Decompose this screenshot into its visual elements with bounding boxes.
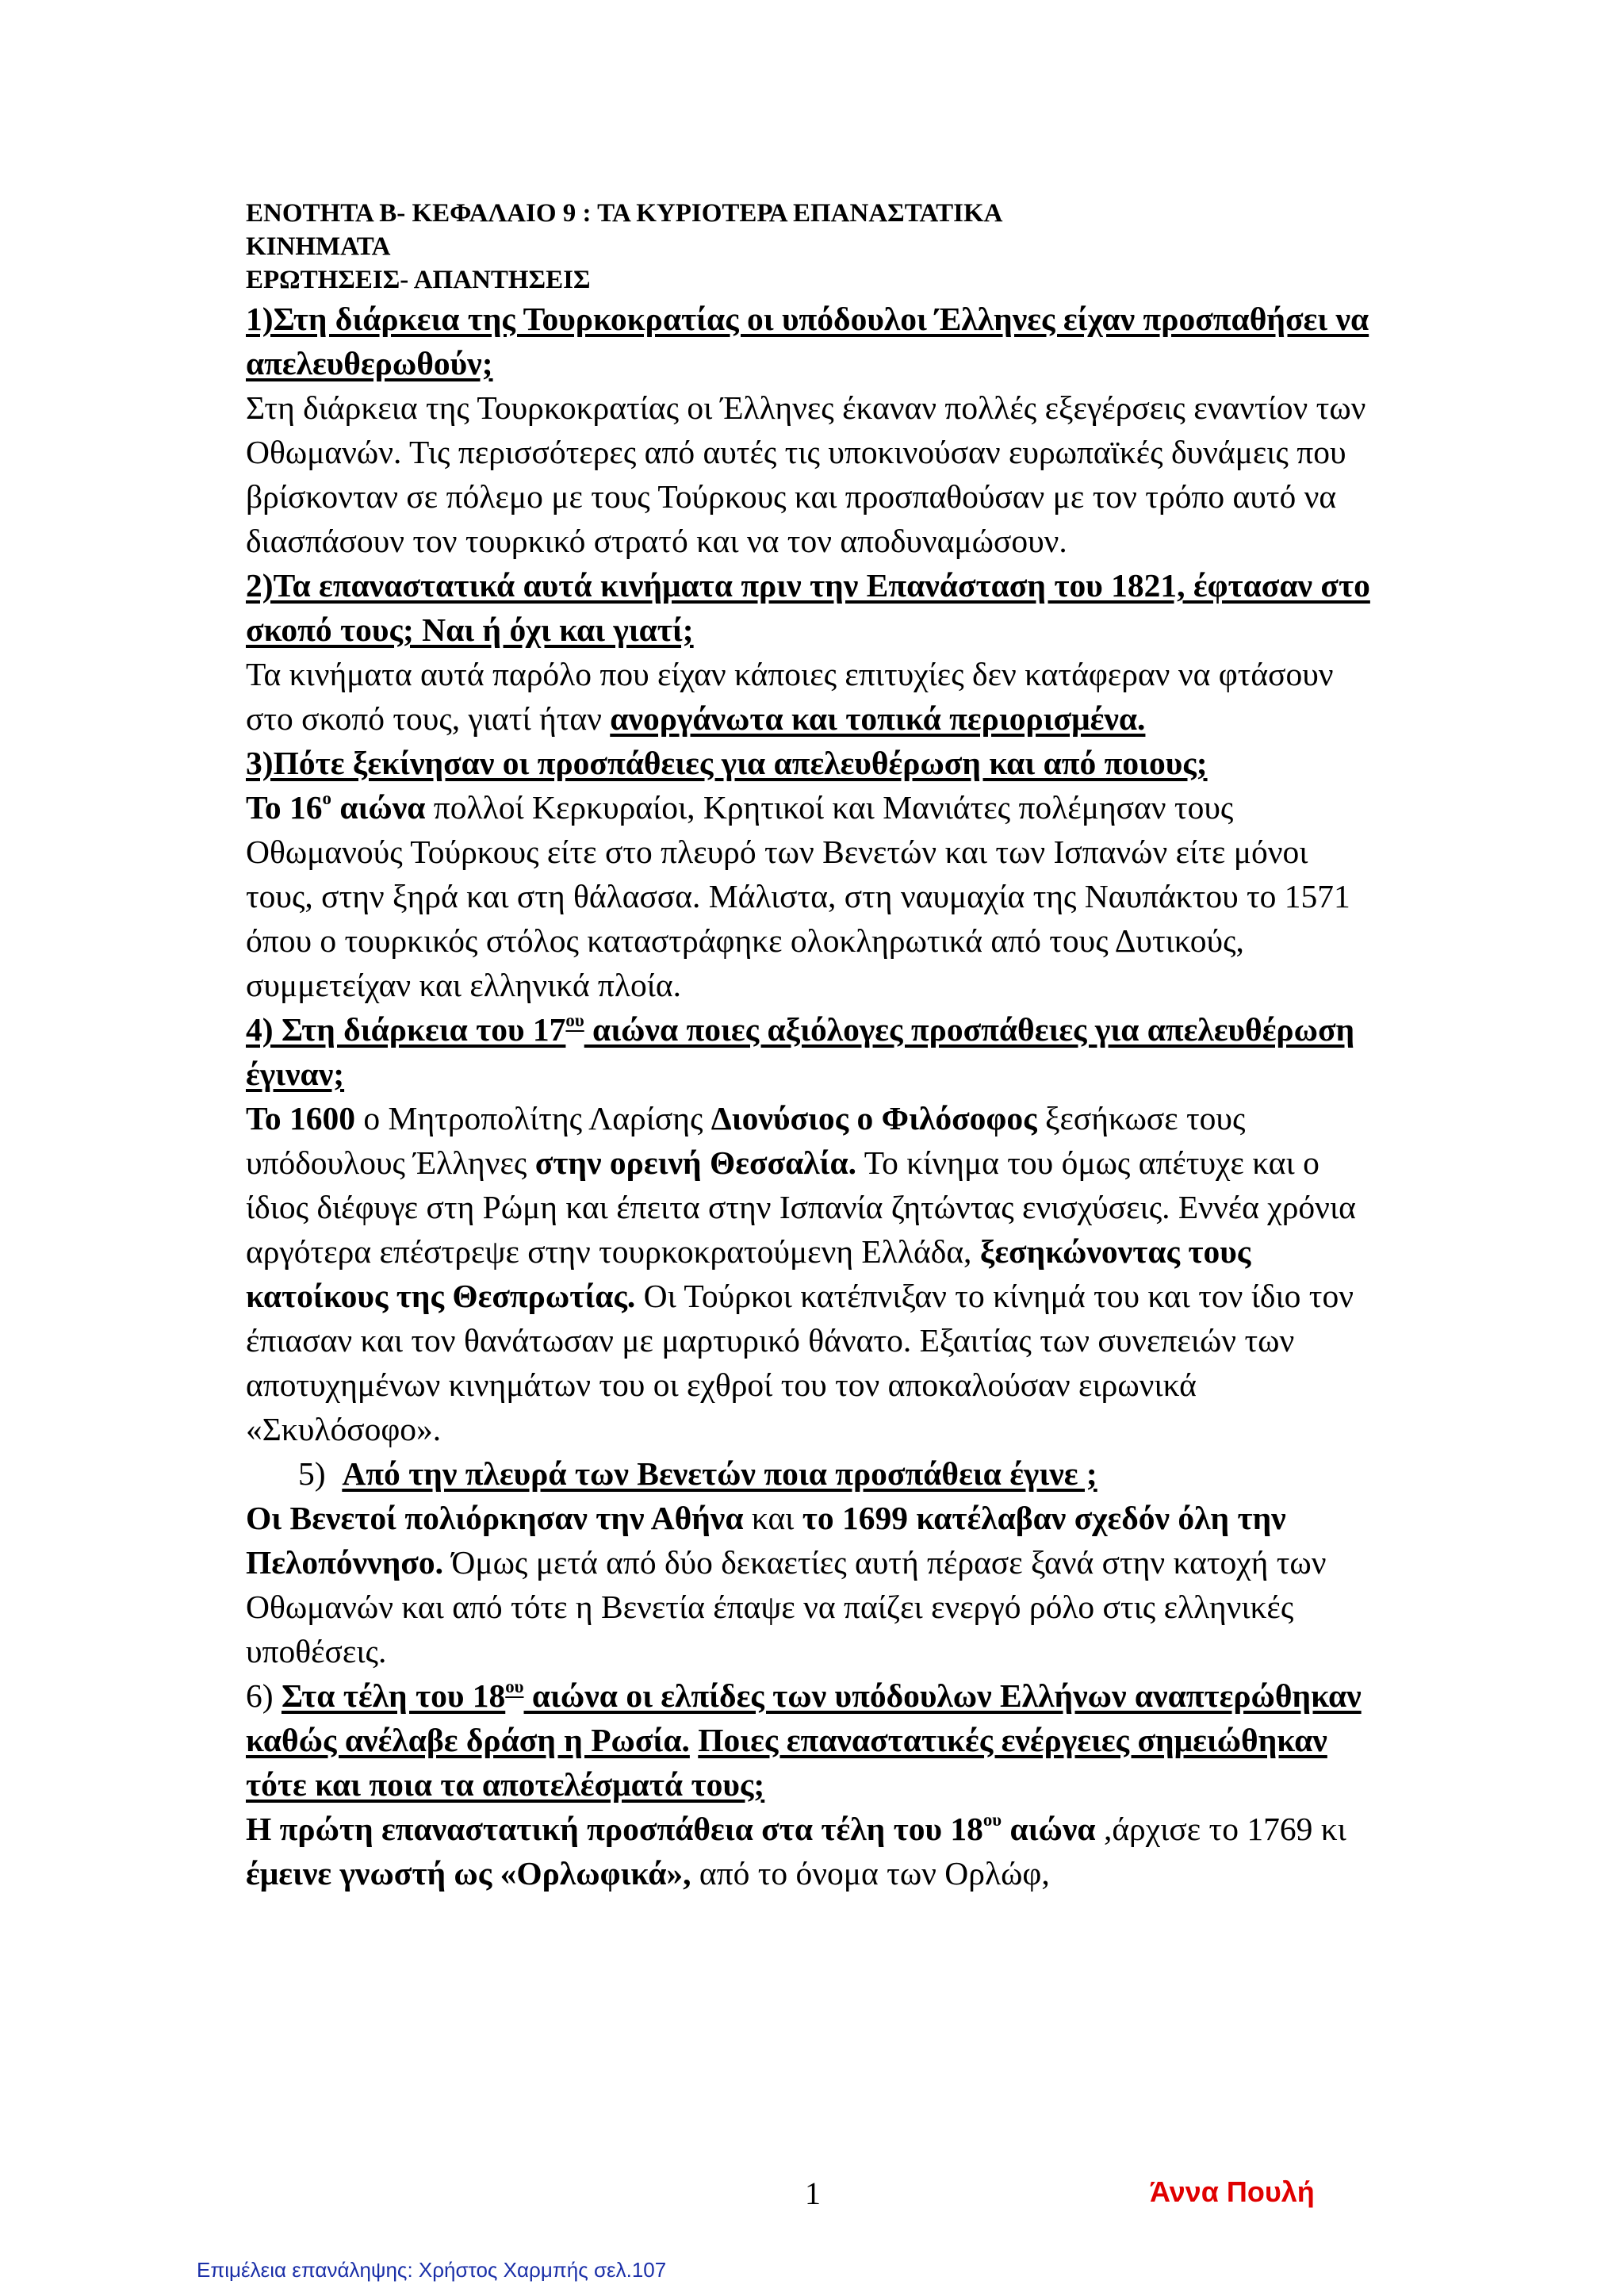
answer-2-highlight: ανοργάνωτα και τοπικά περιορισμένα. xyxy=(610,700,1146,737)
answer-2-text: Τα κινήματα αυτά παρόλο που είχαν κάποιες επιτυχίες δεν κατάφεραν να φτάσουν στο σκοπό τους, γιατί ήταν xyxy=(246,656,1334,737)
document-body xyxy=(246,197,1380,1895)
answer-6-bold-century: αιώνα xyxy=(1002,1811,1096,1847)
answer-3-bold: Το 16 xyxy=(246,789,323,826)
question-2-text: 2)Τα επαναστατικά αυτά κινήματα πριν την Επανάσταση του 1821, έφτασαν στο σκοπό τους; Ναι ή όχι και γιατί; xyxy=(246,567,1370,648)
question-4-superscript: ου xyxy=(565,1010,584,1030)
answer-1: Στη διάρκεια της Τουρκοκρατίας οι Έλληνες έκαναν πολλές εξεγέρσεις εναντίον των Οθωμανών. Τις περισσότερες από αυτές τις υποκινούσαν ευρωπαϊκές δυνάμεις που βρίσκονταν σε πόλεμο με τους Τούρκους και προσπαθούσαν με τον τρόπο αυτό να διασπάσουν τον τουρκικό στρατό και να τον αποδυναμώσουν. xyxy=(246,389,1366,559)
answer-4-thesprotia: ξεσηκώνοντας τους κατοίκους της Θεσπρωτίας. xyxy=(246,1233,1251,1314)
answer-4-text-3: Το κίνημα του όμως απέτυχε και ο ίδιος διέφυγε στη Ρώμη και έπειτα στην Ισπανία ζητώντας ενισχύσεις. Εννέα χρόνια αργότερα επέστρεψε στην τουρκοκρατούμενη Ελλάδα, xyxy=(246,1144,1356,1270)
question-4-text-b: αιώνα ποιες αξιόλογες προσπάθειες για απελευθέρωση έγιναν; xyxy=(246,1011,1355,1092)
question-3-text: 3)Πότε ξεκίνησαν οι προσπάθειες για απελευθέρωση και από ποιους; xyxy=(246,745,1208,781)
question-1 xyxy=(246,297,1380,385)
question-5 xyxy=(246,1451,1380,1496)
footer-note: Επιμέλεια επανάληψης: Χρήστος Χαρμπής σελ.107 xyxy=(197,2258,667,2282)
answer-4-text-1: ο Μητροπολίτης Λαρίσης xyxy=(355,1100,711,1137)
chapter-subtitle: ΕΡΩΤΗΣΕΙΣ- ΑΠΑΝΤΗΣΕΙΣ xyxy=(246,266,591,294)
question-6-text-c: Ποιες επαναστατικές ενέργειες σημειώθηκαν τότε και ποια τα αποτελέσματά τους; xyxy=(246,1722,1327,1803)
question-5-text: Από την πλευρά των Βενετών ποια προσπάθεια έγινε ; xyxy=(342,1455,1097,1492)
answer-2 xyxy=(246,652,1380,741)
question-5-number: 5) xyxy=(298,1455,326,1492)
page-number: 1 xyxy=(805,2175,821,2211)
question-6-text-a: Στα τέλη του 18 xyxy=(281,1677,506,1714)
question-4 xyxy=(246,1007,1380,1096)
answer-6 xyxy=(246,1807,1380,1895)
answer-6-superscript: ου xyxy=(982,1809,1002,1830)
question-2 xyxy=(246,563,1380,652)
chapter-title xyxy=(246,197,1380,297)
answer-6-text-2: από το όνομα των Ορλώφ, xyxy=(691,1855,1050,1892)
question-1-text: 1)Στη διάρκεια της Τουρκοκρατίας οι υπόδουλοι Έλληνες είχαν προσπαθήσει να απελευθερωθούν; xyxy=(246,301,1369,381)
answer-5-text-2: Όμως μετά από δύο δεκαετίες αυτή πέρασε ξανά στην κατοχή των Οθωμανών και από τότε η Βενετία έπαψε να παίζει ενεργό ρόλο στις ελληνικές υποθέσεις. xyxy=(246,1544,1327,1669)
answer-3-superscript: ο xyxy=(322,788,331,808)
answer-5 xyxy=(246,1496,1380,1673)
chapter-title-line-2: ΚΙΝΗΜΑΤΑ xyxy=(246,232,391,261)
question-3 xyxy=(246,741,1380,785)
question-4-text-a: 4) Στη διάρκεια του 17 xyxy=(246,1011,566,1048)
answer-5-bold-2: το 1699 κατέλαβαν σχεδόν όλη την Πελοπόννησο. xyxy=(246,1500,1286,1581)
question-6 xyxy=(246,1673,1380,1807)
answer-4-text-4: Οι Τούρκοι κατέπνιξαν το κίνημά του και τον ίδιο τον έπιασαν και τον θανάτωσαν με μαρτυρικό θάνατο. Εξαιτίας των συνεπειών των αποτυχημένων κινημάτων του οι εχθροί του τον αποκαλούσαν ειρωνικά «Σκυλόσοφο». xyxy=(246,1278,1354,1447)
answer-4-person: Διονύσιος ο Φιλόσοφος xyxy=(710,1100,1037,1137)
answer-3-text: πολλοί Κερκυραίοι, Κρητικοί και Μανιάτες πολέμησαν τους Οθωμανούς Τούρκους είτε στο πλευρό των Βενετών και των Ισπανών είτε μόνοι τους, στην ξηρά και στη θάλασσα. Μάλιστα, στη ναυμαχία της Ναυπάκτου το 1571 όπου ο τουρκικός στόλος καταστράφηκε ολοκληρωτικά από τους Δυτικούς, συμμετείχαν και ελληνικά πλοία. xyxy=(246,789,1350,1003)
answer-3-bold-century: αιώνα xyxy=(331,789,426,826)
answer-4-text-2: ξεσήκωσε τους υπόδουλους Έλληνες xyxy=(246,1100,1246,1181)
answer-6-text-1: ,άρχισε το 1769 κι xyxy=(1095,1811,1346,1847)
answer-5-text-1: και xyxy=(743,1500,802,1536)
answer-6-orlofika: έμεινε γνωστή ως «Ορλωφικά», xyxy=(246,1855,691,1892)
answer-4-place: στην ορεινή Θεσσαλία. xyxy=(534,1144,857,1181)
chapter-title-line-1: ΕΝΟΤΗΤΑ Β- ΚΕΦΑΛΑΙΟ 9 : ΤΑ ΚΥΡΙΟΤΕΡΑ ΕΠΑΝΑΣΤΑΤΙΚΑ xyxy=(246,199,1003,228)
question-6-text-b: αιώνα οι ελπίδες των υπόδουλων Ελλήνων αναπτερώθηκαν καθώς ανέλαβε δράση η Ρωσία. xyxy=(246,1677,1362,1758)
question-6-superscript: ου xyxy=(505,1676,524,1696)
author-name: Άννα Πουλή xyxy=(1150,2175,1315,2208)
answer-4-year: Το 1600 xyxy=(246,1100,356,1137)
answer-3 xyxy=(246,785,1380,1007)
question-6-number: 6) xyxy=(246,1677,282,1714)
answer-6-bold-1: Η πρώτη επαναστατική προσπάθεια στα τέλη του 18 xyxy=(246,1811,983,1847)
answer-4 xyxy=(246,1096,1380,1451)
answer-5-bold-1: Οι Βενετοί πολιόρκησαν την Αθήνα xyxy=(246,1500,744,1536)
